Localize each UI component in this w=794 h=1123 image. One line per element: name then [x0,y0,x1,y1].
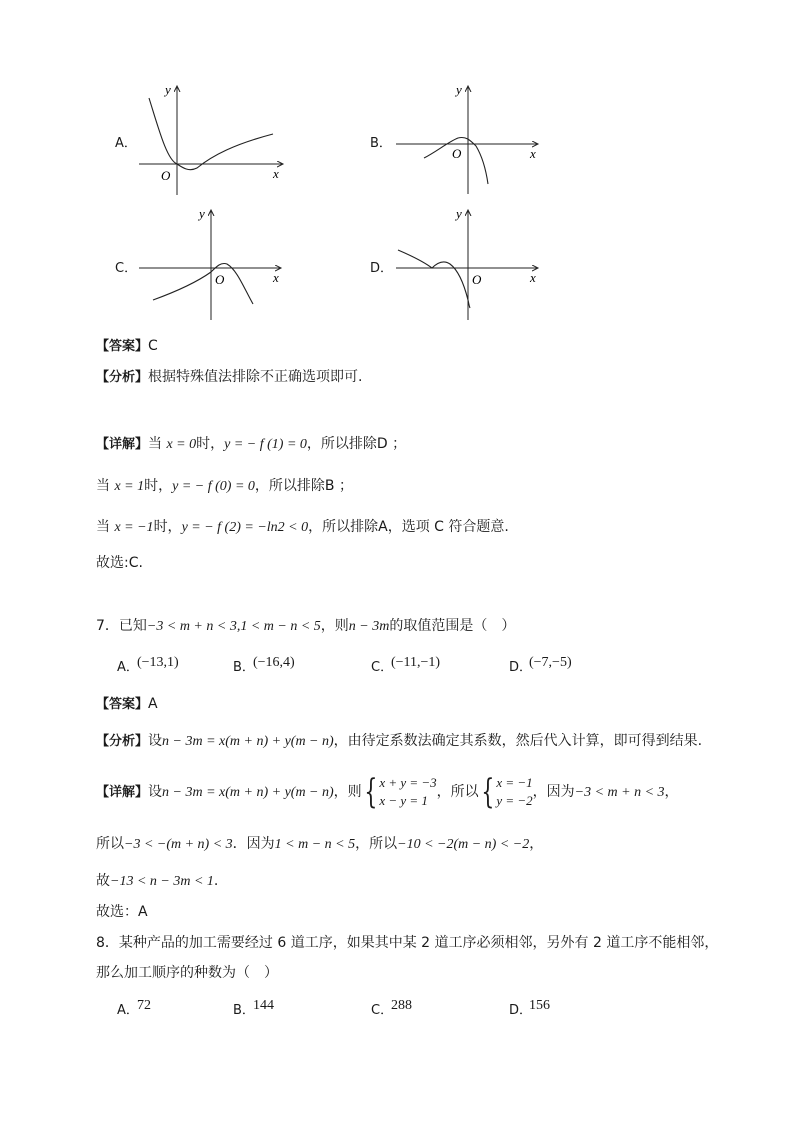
q8-stem-line-1: 8．某种产品的加工需要经过 6 道工序，如果其中某 2 道工序必须相邻，另外有 2 道工序不能相邻， [96,935,719,951]
q7-d1-math: n − 3m = x(m + n) + y(m − n) [162,785,334,800]
q8-option-c-letter: C． [371,1003,394,1018]
q7-answer-tag: 【答案】 [96,697,149,712]
q8-option-c-value: 288 [391,998,412,1013]
q7-option-c-letter: C． [371,660,394,675]
graph-d-y-label: y [456,206,462,221]
q6-d1-text-a: 当 [148,436,167,452]
q7-option-d-value: (−7,−5) [529,655,572,670]
q7-d2-math3: −10 < −2(m − n) < −2 [397,837,530,852]
graph-c-origin: O [215,272,225,287]
q7-system1 [379,774,436,810]
graph-option-c [135,204,295,322]
q6-detail-line-2 [96,476,353,497]
q7-detail-tag: 【详解】 [96,785,149,800]
graph-b-x-label: x [530,146,536,161]
q7-stem-b: ，则 [320,618,349,634]
q7-d1-d: ，因为 [532,784,575,800]
q7-analysis-line [96,731,702,752]
q6-d3-text-c: ，所以排除A，选项 C 符合题意. [308,519,509,535]
q7-d1-c: ，所以 [436,784,479,800]
option-c-label: C． [115,261,138,276]
q7-d1-b: ，则 [333,784,362,800]
q7-sys1-row2: x − y = 1 [379,793,428,808]
q7-analysis-tag: 【分析】 [96,734,149,749]
q6-answer-line [96,336,158,357]
q8-stem-line-2: 那么加工顺序的种数为（ ） [96,965,278,981]
q7-system2 [496,774,532,810]
q7-d2-math2: 1 < m − n < 5 [274,837,356,852]
option-a-label: A． [115,136,137,151]
graph-a-y-label: y [165,82,171,97]
option-b-label: B． [370,136,392,151]
q7-sys2-row1: x = −1 [496,775,533,790]
q6-d2-text-b: 时， [144,478,173,494]
q7-option-d-letter: D． [509,660,533,675]
q7-conclusion: 故选：A [96,904,148,920]
q7-d1-math2: −3 < m + n < 3 [574,785,665,800]
q7-stem [96,616,515,637]
option-d-label: D． [370,261,394,276]
q7-stem-math2: n − 3m [348,619,390,634]
q7-d2-math: −3 < −(m + n) < 3 [124,837,233,852]
graph-c-x-label: x [273,270,279,285]
graph-b-y-label: y [456,82,462,97]
q8-option-a-letter: A． [117,1003,139,1018]
q7-d2-a: 所以 [96,836,124,852]
graph-b-origin: O [452,146,462,161]
q6-d2-text-a: 当 [96,478,115,494]
q6-conclusion: 故选:C. [96,555,143,571]
q6-analysis-tag: 【分析】 [96,370,149,385]
q7-stem-c: 的取值范围是（ ） [389,618,516,634]
q7-detail-line-3 [96,871,218,892]
q7-option-b-value: (−16,4) [253,655,295,670]
graph-c-y-label: y [199,206,205,221]
q8-option-d-value: 156 [529,998,550,1013]
graph-option-a [135,80,295,198]
q7-analysis-b: ，由待定系数法确定其系数，然后代入计算，即可得到结果. [333,733,703,749]
q6-d1-math2: y = − f (1) = 0 [224,437,307,452]
q7-d2-c: ，所以 [355,836,398,852]
q7-d1-a: 设 [148,784,163,800]
q7-d2-b: ．因为 [232,836,275,852]
q7-option-a-value: (−13,1) [137,655,179,670]
graph-a-x-label: x [273,166,279,181]
q8-option-d-letter: D． [509,1003,533,1018]
q6-d2-math: x = 1 [114,479,145,494]
q6-detail-line-3 [96,517,509,538]
q7-system2-brace: { [481,772,494,812]
graph-a-origin: O [161,168,171,183]
q7-analysis-math: n − 3m = x(m + n) + y(m − n) [162,734,334,749]
q7-detail-line-1 [96,772,679,812]
graph-option-b [392,80,552,198]
q7-sys1-row1: x + y = −3 [379,775,437,790]
q6-d3-text-a: 当 [96,519,115,535]
q6-analysis: 根据特殊值法排除不正确选项即可. [148,369,363,385]
q6-d1-text-c: ，所以排除D ； [306,436,407,452]
q7-d3-a: 故 [96,873,110,889]
q7-option-b-letter: B． [233,660,255,675]
q8-option-b-letter: B． [233,1003,255,1018]
graph-d-origin: O [472,272,482,287]
q6-detail-tag: 【详解】 [96,437,149,452]
q7-answer-line [96,694,158,715]
q6-d2-text-c: ，所以排除B ； [254,478,353,494]
q6-d3-math: x = −1 [114,520,154,535]
q7-stem-math: −3 < m + n < 3,1 < m − n < 5 [146,619,321,634]
graph-option-d [392,204,552,322]
q7-d3-math: −13 < n − 3m < 1 [110,874,214,889]
q7-d1-e: ， [664,784,679,800]
q6-answer: C [148,338,158,354]
q7-option-a-letter: A． [117,660,139,675]
q6-d1-text-b: 时， [196,436,225,452]
q7-option-c-value: (−11,−1) [391,655,441,670]
q7-d3-b: . [213,873,219,889]
q6-detail-line-1 [96,434,406,455]
q7-stem-a: 7．已知 [96,618,147,634]
q8-option-b-value: 144 [253,998,274,1013]
graph-d-x-label: x [530,270,536,285]
q7-detail-line-2 [96,834,543,855]
q6-d2-math2: y = − f (0) = 0 [172,479,255,494]
q6-answer-tag: 【答案】 [96,339,149,354]
q6-d3-math2: y = − f (2) = −ln2 < 0 [181,520,309,535]
q6-d3-text-b: 时， [153,519,182,535]
q6-analysis-line [96,367,362,388]
q7-analysis-a: 设 [148,733,163,749]
q7-sys2-row2: y = −2 [496,793,533,808]
q7-d2-d: ， [529,836,544,852]
q7-answer: A [148,696,158,712]
q8-option-a-value: 72 [137,998,151,1013]
q6-d1-math: x = 0 [166,437,197,452]
q7-system1-brace: { [364,772,377,812]
